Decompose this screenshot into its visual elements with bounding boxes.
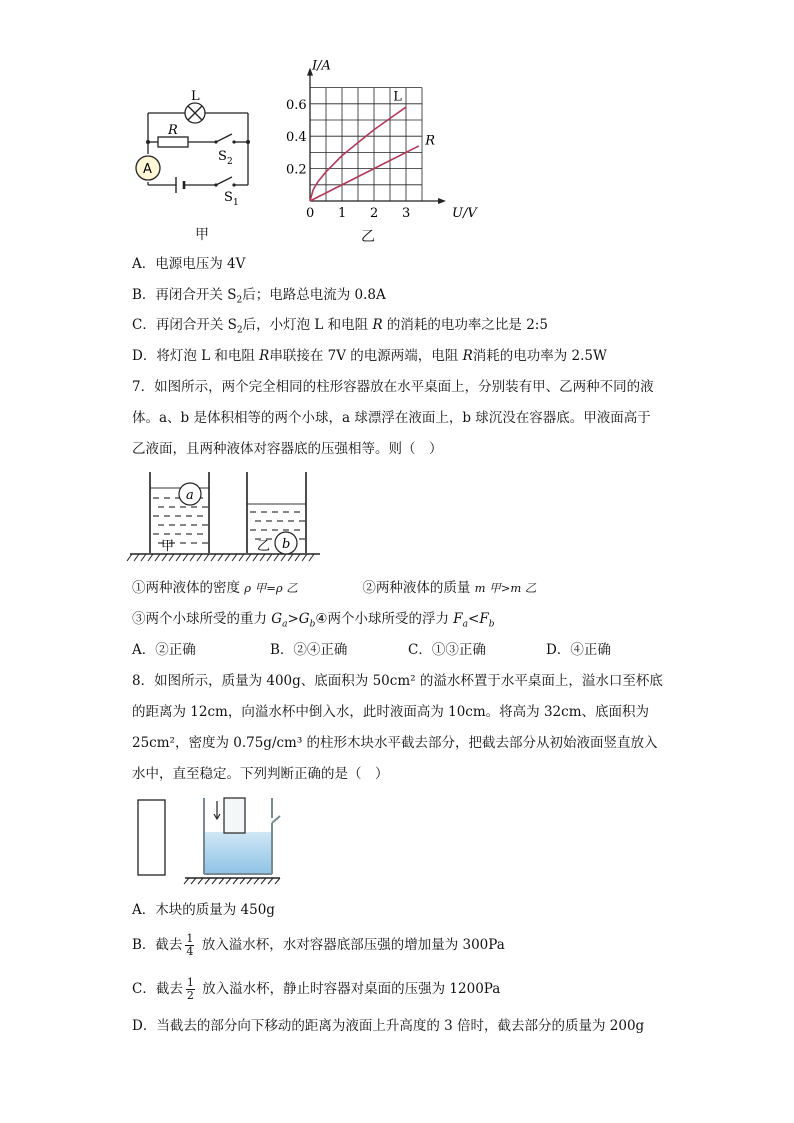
- containers-figure: [128, 470, 323, 566]
- x-tick-label: 1: [338, 206, 347, 221]
- caption-yi: 乙: [361, 229, 375, 245]
- cut-piece: [224, 798, 245, 833]
- q8-stem: 8．如图所示，质量为 400g、底面积为 50cm² 的溢水杯置于水平桌面上，溢水口至杯底的距离为 12cm，向溢水杯中倒入水，此时液面高为 10cm。将高为 32cm、底面积为 25cm²，密度为 0.75g/cm³ 的柱形木块水平截去部分，把截去部分从初始液面竖直放入水中，直至稳定。下列判断正确的是（ ）: [132, 673, 663, 782]
- circuit-diagram: [130, 84, 260, 214]
- label-resistor: R: [168, 123, 178, 138]
- label-liquid-jia: 甲: [161, 539, 175, 554]
- q8-option-c: C．截去 $\frac{1}{2}$ 放入溢水杯，静止时容器对桌面的压强为 1200Pa: [132, 976, 501, 1002]
- x-axis-label: U/V: [452, 206, 477, 221]
- q8-option-d: D．当截去的部分向下移动的距离为液面上升高度的 3 倍时，截去部分的质量为 200g: [132, 1018, 645, 1034]
- label-ball-b: b: [282, 537, 291, 552]
- q7-option-a: A．②正确: [132, 642, 196, 658]
- battery-symbol: [176, 177, 184, 193]
- q6-option-c: C．再闭合开关 $S_2$后，小灯泡 L 和电阻 R 的消耗的电功率之比是 2:5: [132, 317, 548, 336]
- overflow-cup-figure: [135, 796, 285, 886]
- q7-stem: 7．如图所示，两个完全相同的柱形容器放在水平桌面上，分别装有甲、乙两种不同的液体。a、b 是体积相等的两个小球，a 球漂浮在液面上，b 球沉没在容器底。甲液面高于乙液面，且两种液体对容器底的压强相等。则（ ）: [132, 379, 654, 457]
- series-label-L: L: [393, 89, 402, 105]
- x-axis-arrow: [438, 198, 446, 204]
- y-tick-label: 0.4: [286, 130, 307, 146]
- q6-option-d: D．将灯泡 L 和电阻 R串联接在 7V 的电源两端，电阻 R消耗的电功率为 2.5W: [132, 348, 607, 364]
- resistor-symbol: [158, 137, 188, 147]
- q7-statements-1-2: ①两种液体的密度 ρ 甲=ρ 乙 ②两种液体的质量 m 甲>m 乙: [132, 580, 537, 596]
- wood-block: [138, 800, 165, 875]
- q6-option-b: B．再闭合开关 $S_2$后；电路总电流为 0.8A: [132, 287, 386, 306]
- y-axis-label: I/A: [312, 58, 331, 74]
- q7-option-d: D．④正确: [546, 642, 611, 658]
- label-switch-s2: S: [218, 149, 227, 164]
- caption-jia: 甲: [195, 227, 209, 243]
- x-tick-label: 3: [402, 206, 411, 221]
- label-switch-s1: S: [224, 190, 233, 205]
- y-tick-label: 0.6: [286, 97, 307, 113]
- fraction-one-half: $\frac{1}{2}$: [186, 976, 194, 1002]
- y-tick-label: 0.2: [286, 162, 307, 178]
- q8-option-b: B．截去 $\frac{1}{4}$ 放入溢水杯，水对容器底部压强的增加量为 300Pa: [132, 932, 505, 958]
- label-switch-s2-sub: 2: [227, 157, 233, 167]
- x-tick-label: 0: [306, 206, 315, 221]
- q7-option-b: B．②④正确: [270, 642, 348, 658]
- label-switch-s1-sub: 1: [233, 198, 239, 208]
- iu-graph: [282, 58, 477, 227]
- q6-option-a: A．电源电压为 4V: [132, 256, 246, 272]
- x-tick-label: 2: [370, 206, 379, 221]
- fraction-one-quarter: $\frac{1}{4}$: [186, 932, 194, 958]
- lamp-symbol: [185, 103, 205, 123]
- label-ball-a: a: [186, 488, 194, 503]
- label-ammeter: A: [143, 162, 152, 177]
- series-label-R: R: [425, 133, 435, 149]
- down-arrow-icon: [214, 801, 220, 819]
- q7-statements-3-4: ③两个小球所受的重力 $G_a>G_b④$两个小球所受的浮力 $F_a<F_b$: [132, 611, 495, 630]
- label-liquid-yi: 乙: [257, 539, 271, 554]
- q7-option-c: C．①③正确: [408, 642, 486, 658]
- q8-option-a: A．木块的质量为 450g: [132, 902, 275, 918]
- label-lamp: L: [191, 89, 200, 104]
